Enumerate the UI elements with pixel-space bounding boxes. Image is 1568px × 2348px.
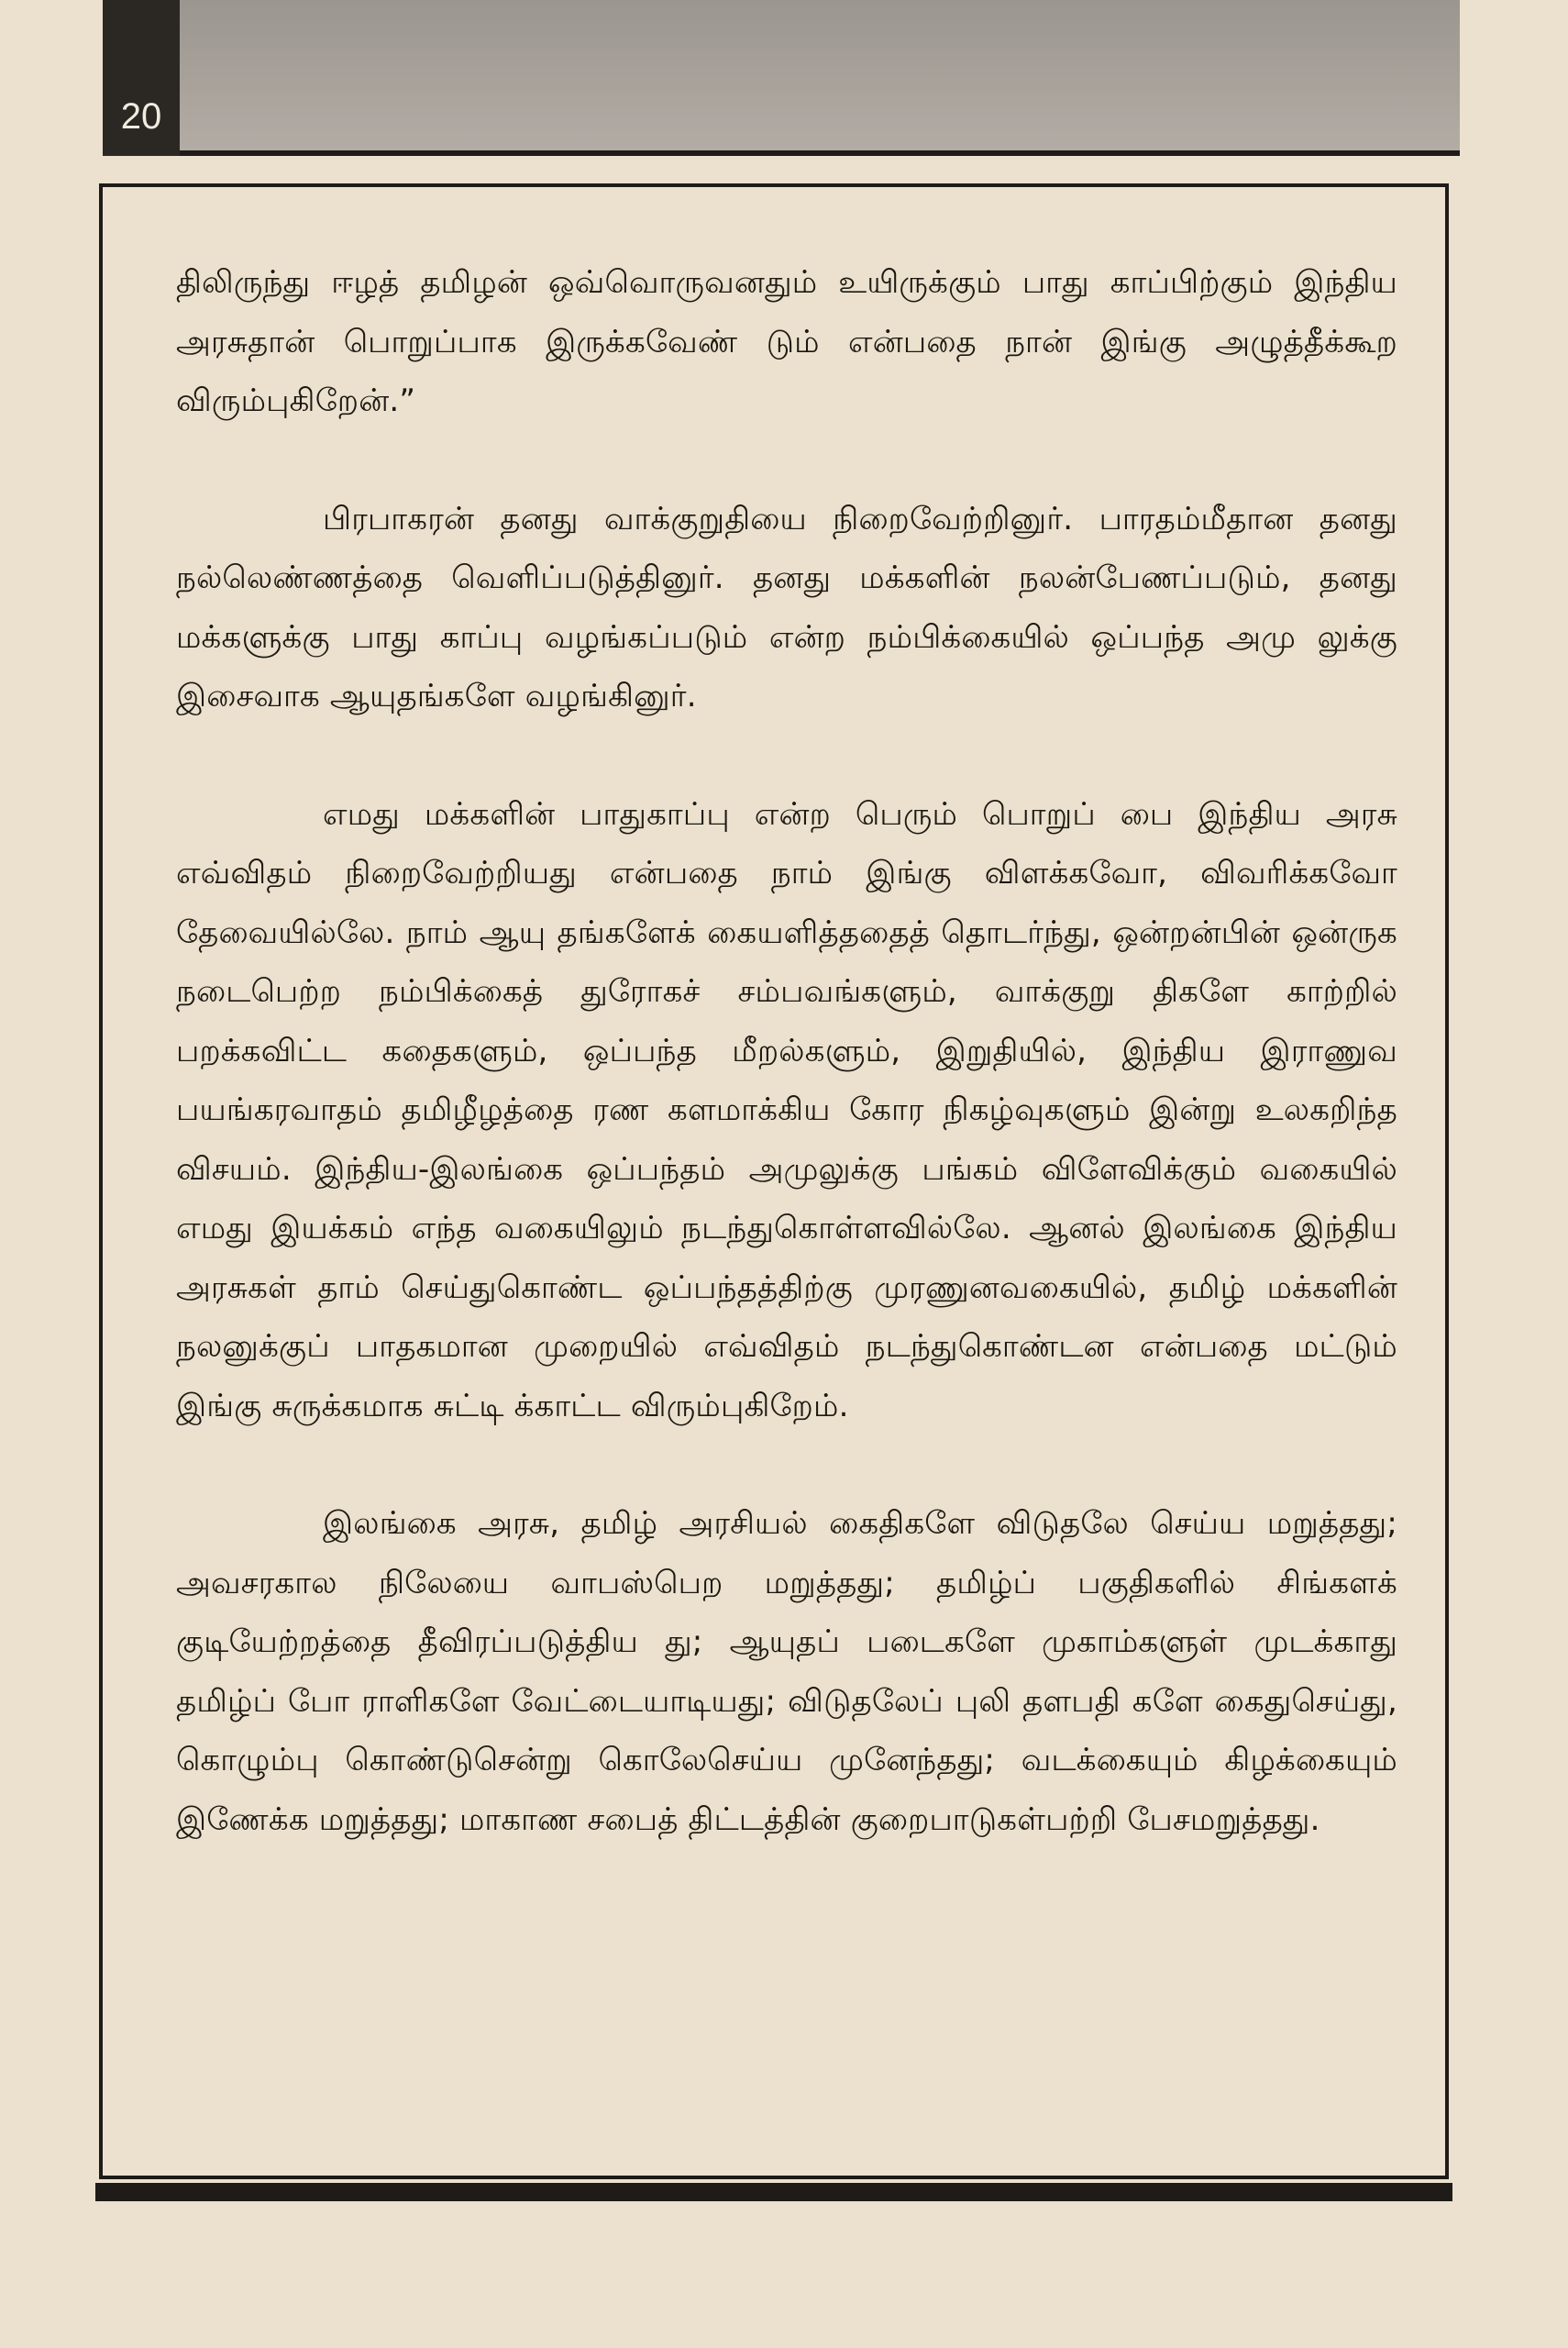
paragraph-continuation: திலிருந்து ஈழத் தமிழன் ஒவ்வொருவனதும் உயிருக்கும் பாது காப்பிற்கும் இந்திய அரசுதான் பொறுப்பாக இருக்கவேண் டும் என்பதை நான் இங்கு அழுத்தீக்கூற விரும்புகிறேன்.” xyxy=(176,264,1397,419)
bottom-rule xyxy=(95,2183,1452,2201)
page-header-band xyxy=(103,0,1460,156)
article-body xyxy=(176,253,1397,1849)
page-number: 20 xyxy=(120,96,162,137)
article-text-box xyxy=(99,183,1449,2179)
paragraph-indian-government-responsibility: எமது மக்களின் பாதுகாப்பு என்ற பெரும் பொறுப் பை இந்திய அரசு எவ்விதம் நிறைவேற்றியது என்பதை நாம் இங்கு விளக்கவோ, விவரிக்கவோ தேவையில்லே. நாம் ஆயு தங்களேக் கையளித்ததைத் தொடர்ந்து, ஒன்றன்பின் ஒன்ருக நடைபெற்ற நம்பிக்கைத் துரோகச் சம்பவங்களும், வாக்குறு திகளே காற்றில் பறக்கவிட்ட கதைகளும், ஒப்பந்த மீறல்களும், இறுதியில், இந்திய இராணுவ பயங்கரவாதம் தமிழீழத்தை ரண களமாக்கிய கோர நிகழ்வுகளும் இன்று உலகறிந்த விசயம். இந்திய-இலங்கை ஒப்பந்தம் அமுலுக்கு பங்கம் விளேவிக்கும் வகையில் எமது இயக்கம் எந்த வகையிலும் நடந்துகொள்ளவில்லே. ஆனல் இலங்கை இந்திய அரசுகள் தாம் செய்துகொண்ட ஒப்பந்தத்திற்கு முரணுனவகையில், தமிழ் மக்களின் நலனுக்குப் பாதகமான முறையில் எவ்விதம் நடந்துகொண்டன என்பதை மட்டும் இங்கு சுருக்கமாக சுட்டி க்காட்ட விரும்புகிறேம். xyxy=(176,795,1397,1424)
paragraph-prabhakaran-promise: பிரபாகரன் தனது வாக்குறுதியை நிறைவேற்றினுர். பாரதம்மீதான தனது நல்லெண்ணத்தை வெளிப்படுத்தினுர். தனது மக்களின் நலன்பேணப்படும், தனது மக்களுக்கு பாது காப்பு வழங்கப்படும் என்ற நம்பிக்கையில் ஒப்பந்த அமு லுக்கு இசைவாக ஆயுதங்களே வழங்கினுர். xyxy=(176,500,1397,714)
paragraph-sri-lankan-government-refusals: இலங்கை அரசு, தமிழ் அரசியல் கைதிகளே விடுதலே செய்ய மறுத்தது; அவசரகால நிலேயை வாபஸ்பெற மறுத்தது; தமிழ்ப் பகுதிகளில் சிங்களக் குடியேற்றத்தை தீவிரப்படுத்திய து; ஆயுதப் படைகளே முகாம்களுள் முடக்காது தமிழ்ப் போ ராளிகளே வேட்டையாடியது; விடுதலேப் புலி தளபதி களே கைதுசெய்து, கொழும்பு கொண்டுசென்று கொலேசெய்ய முனேந்தது; வடக்கையும் கிழக்கையும் இணேக்க மறுத்தது; மாகாண சபைத் திட்டத்தின் குறைபாடுகள்பற்றி பேசமறுத்தது. xyxy=(176,1505,1397,1838)
page-number-tab xyxy=(103,0,180,156)
